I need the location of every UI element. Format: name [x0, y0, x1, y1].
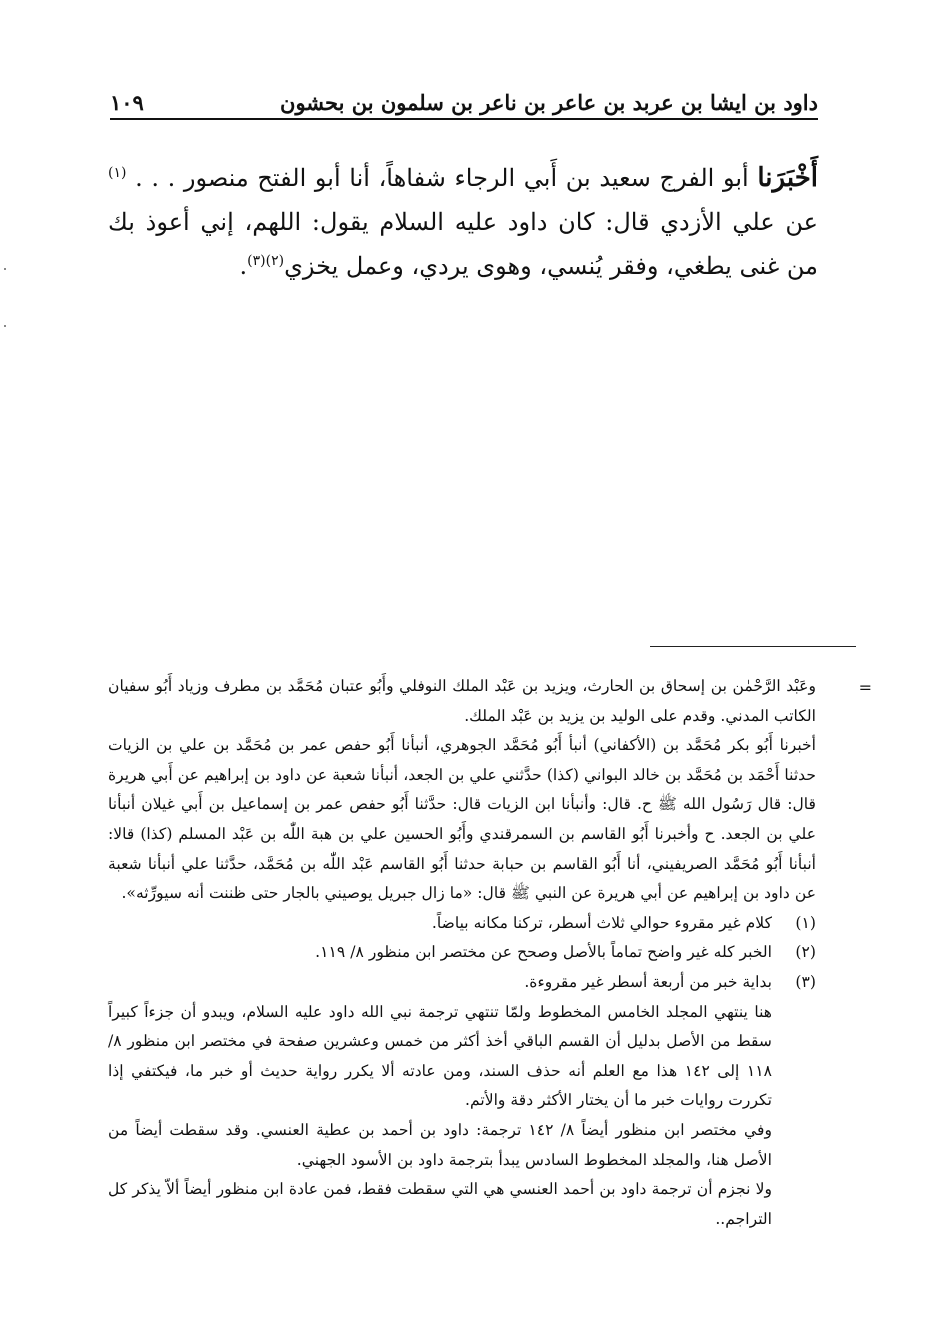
footnote-1 — [108, 909, 816, 939]
footnote-text: كلام غير مقروء حوالي ثلاث أسطر، تركنا مكانه بياضاً. — [431, 913, 772, 932]
footnote-ref-1: (١) — [108, 165, 127, 181]
footnote-number: (١) — [795, 913, 816, 932]
footnote-continued-para: وعَبْد الرَّحْمٰن بن إسحاق بن الحارث، ويزيد بن عَبْد الملك النوفلي وأَبُو عتبان مُحَمَّد بن مطرف وزياد أَبُو سفيان الكاتب المدني. وقدم على الوليد بن يزيد بن عَبْد الملك. — [108, 677, 816, 725]
header-rule — [110, 118, 818, 120]
footnote-continuation-mark: = — [858, 678, 872, 697]
footnote-3-paragraph: وفي مختصر ابن منظور أيضاً ٨/ ١٤٢ ترجمة: داود بن أحمد بن عطية العنسي. وقد سقطت أيضاً من الأصل هنا، والمجلد المخطوط السادس يبدأ بترجمة داود بن الأسود الجهني. — [108, 1120, 772, 1169]
footnote-number: (٣) — [795, 972, 816, 991]
main-text-end: . — [239, 252, 248, 280]
footnote-number: (٢) — [795, 943, 816, 962]
header-title: داود بن ايشا بن عربد بن عاعر بن ناعر بن سلمون بن بحشون — [280, 90, 818, 115]
lead-word: أَخْبَرَنا — [757, 163, 818, 193]
page-number: ١٠٩ — [110, 90, 144, 115]
footnote-separator — [650, 646, 856, 647]
scan-margin-dot — [4, 325, 6, 327]
footnote-3 — [108, 968, 816, 998]
main-text-part-2: عن علي الأزدي قال: كان داود عليه السلام يقول: اللهم، إني أعوذ بك من غنى يطغي، وفقر يُنسي، وهوى يردي، وعمل يخزي — [108, 208, 818, 280]
main-text — [108, 156, 818, 288]
footnote-text: الخبر كله غير واضح تماماً بالأصل وصحح عن مختصر ابن منظور ٨/ ١١٩. — [315, 943, 772, 962]
scan-margin-dot — [4, 268, 6, 270]
footnote-2 — [108, 938, 816, 968]
running-header — [110, 84, 818, 120]
footnote-continued-para: أخبرنا أَبُو بكر مُحَمَّد بن (الأكفاني) أنبأ أَبُو مُحَمَّد الجوهري، أنبأنا أَبُو حفص عمر بن مُحَمَّد بن علي بن الزيات حدثنا أَحْمَد بن مُحَمَّد بن خالد البواني (كذا) حدَّثني علي بن الجعد، أنبأنا شعبة عن داود بن إبراهيم عن أَبي هريرة قال: قال رَسُول الله ﷺ ح. قال: وأنبأنا ابن الزيات قال: حدَّثنا أَبُو حفص عمر بن إسماعيل بن أَبي غيلان أنبأنا علي بن الجعد. ح وأخبرنا أَبُو القاسم بن السمرقندي وأَبُو الحسين علي بن هبة اللّٰه بن عَبْد المسلم (كذا) قالا: أنبأنا أَبُو مُحَمَّد الصريفيني، أنا أَبُو القاسم بن حبابة حدثنا أَبُو القاسم عَبْد اللّٰه بن مُحَمَّد، حدَّثنا علي أنبأنا شعبة عن داود بن إبراهيم عن أبي هريرة عن النبي ﷺ قال: «ما زال جبريل يوصيني بالجار حتى ظننت أنه سيورِّثه». — [108, 736, 816, 903]
footnote-3-paragraph: هنا ينتهي المجلد الخامس المخطوط ولمّا تنتهي ترجمة نبي الله داود عليه السلام، ويبدو أن جزءاً كبيراً سقط من الأصل بدليل أن القسم الباقي أخذ أكثر من خمس وعشرين صفحة في مختصر ابن منظور ٨/ ١١٨ إلى ١٤٢ هذا مع العلم أنه حذف السند، ومن عادته ألا يكرر رواية حديث أو خبر ما، فيكتفي إذا تكررت روايات خبر ما أن يختار الأكثر دقة والأتم. — [108, 1002, 772, 1110]
main-paragraph — [108, 156, 818, 288]
footnote-3-paragraph: ولا نجزم أن ترجمة داود بن أحمد العنسي هي التي سقطت فقط، فمن عادة ابن منظور أيضاً ألاّ يذكر كل التراجم.. — [108, 1180, 772, 1228]
footnotes — [108, 672, 816, 1234]
footnote-text: بداية خبر من أربعة أسطر غير مقروءة. — [524, 972, 772, 991]
footnote-ref-2-3: (٢)(٣) — [247, 253, 285, 269]
main-text-part-1: أبو الفرج سعيد بن أَبي الرجاء شفاهاً، أنا أبو الفتح منصور . . . — [135, 164, 758, 192]
